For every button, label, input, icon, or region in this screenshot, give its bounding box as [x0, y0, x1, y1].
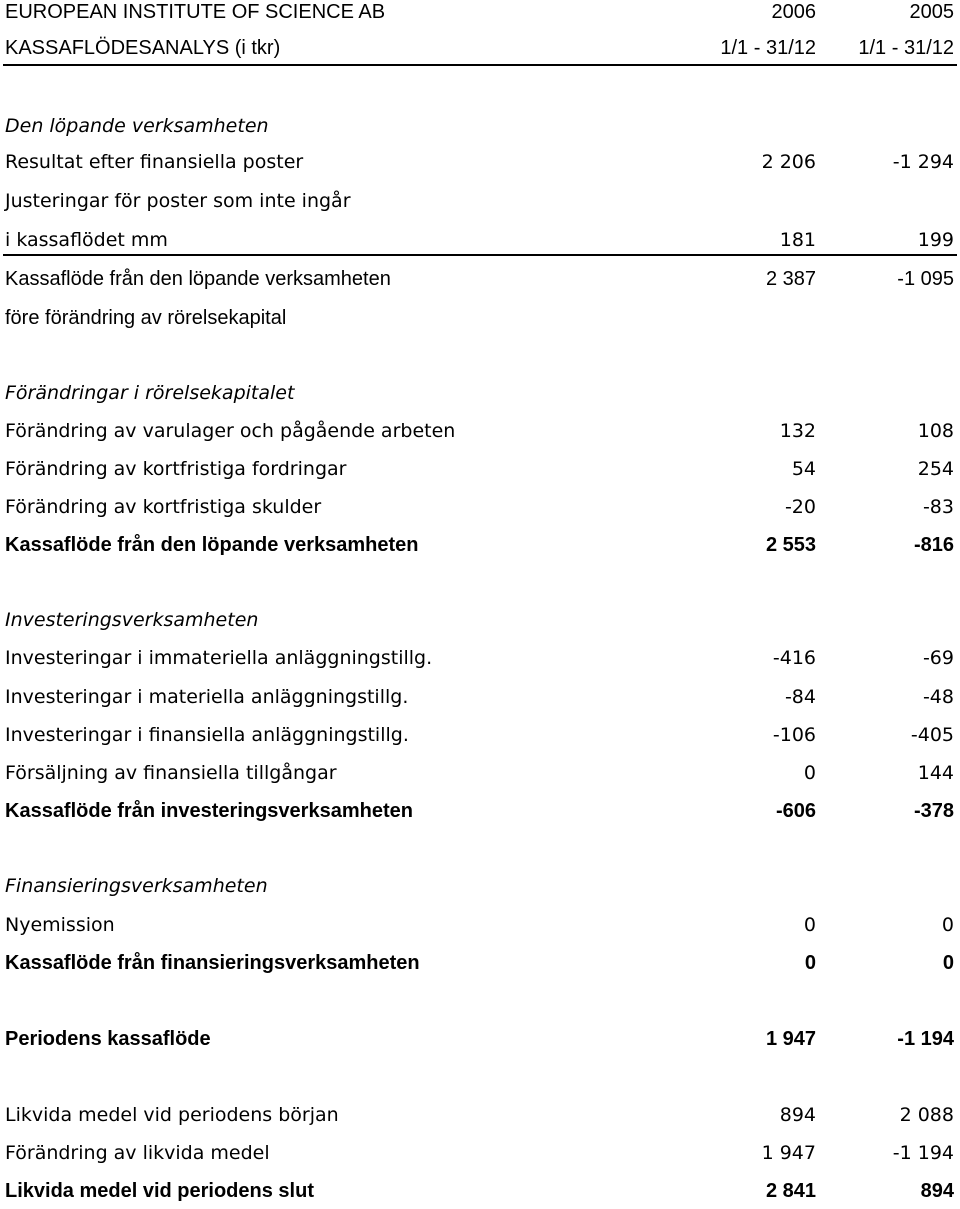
- row-label: Förändring av kortfristiga fordringar: [5, 458, 347, 480]
- value-2005: 199: [917, 229, 954, 251]
- value-2006: 1 947: [765, 1028, 816, 1050]
- value-2005: -1 294: [892, 151, 954, 173]
- row-cash-change: [0, 1135, 960, 1171]
- value-2005: -69: [922, 647, 954, 669]
- section-heading-working-capital: [0, 375, 960, 411]
- value-2006: 181: [779, 229, 816, 251]
- section-heading-label: Investeringsverksamheten: [5, 609, 259, 631]
- row-label: Investeringar i materiella anläggningstillg.: [5, 686, 409, 708]
- row-label: Kassaflöde från den löpande verksamheten: [5, 534, 419, 556]
- row-cash-opening: [0, 1097, 960, 1133]
- row-sale-financial-assets: [0, 755, 960, 791]
- value-2006: 1 947: [761, 1142, 816, 1164]
- row-label: Likvida medel vid periodens slut: [5, 1180, 314, 1202]
- value-2005: -83: [922, 496, 954, 518]
- row-label: Försäljning av finansiella tillgångar: [5, 762, 337, 784]
- section-heading-financing: [0, 868, 960, 904]
- row-label: Nyemission: [5, 914, 115, 936]
- value-2005: 2 088: [899, 1104, 954, 1126]
- value-2005: -1 095: [897, 268, 954, 290]
- value-2006: 0: [804, 952, 816, 974]
- value-2005: 0: [942, 952, 954, 974]
- value-2005: -48: [922, 686, 954, 708]
- row-label: Likvida medel vid periodens början: [5, 1104, 339, 1126]
- row-period-cash-flow: [0, 1021, 960, 1057]
- statement-title: KASSAFLÖDESANALYS (i tkr): [5, 37, 281, 59]
- row-label: Investeringar i finansiella anläggningstillg.: [5, 724, 409, 746]
- row-label: Förändring av varulager och pågående arbeten: [5, 420, 456, 442]
- row-operating-subtotal-line1: [0, 261, 960, 297]
- period-current: 1/1 - 31/12: [720, 37, 816, 59]
- value-2006: 54: [791, 458, 816, 480]
- row-label: Förändring av likvida medel: [5, 1142, 270, 1164]
- value-2005: -405: [910, 724, 954, 746]
- row-receivables-change: [0, 451, 960, 487]
- value-2006: -416: [772, 647, 816, 669]
- period-previous: 1/1 - 31/12: [858, 37, 954, 59]
- value-2005: 254: [917, 458, 954, 480]
- row-financing-total: [0, 945, 960, 981]
- subtotal-rule: [3, 254, 957, 256]
- section-heading-operating: [0, 108, 960, 144]
- row-label: i kassaflödet mm: [5, 229, 168, 251]
- row-label: Kassaflöde från den löpande verksamheten: [5, 268, 391, 290]
- row-new-share-issue: [0, 907, 960, 943]
- row-intangible-investments: [0, 640, 960, 676]
- value-2005: -816: [913, 534, 954, 556]
- header-rule: [3, 64, 957, 66]
- row-adjustments-line2: [0, 222, 960, 258]
- value-2005: 0: [941, 914, 954, 936]
- row-financial-investments: [0, 717, 960, 753]
- row-result: [0, 144, 960, 180]
- row-label: Investeringar i immateriella anläggningstillg.: [5, 647, 433, 669]
- value-2006: 2 206: [761, 151, 816, 173]
- row-operating-subtotal-line2: [0, 300, 960, 336]
- header-title-row: [0, 30, 960, 66]
- value-2005: 108: [917, 420, 954, 442]
- value-2006: -606: [775, 800, 816, 822]
- section-heading-label: Den löpande verksamheten: [5, 115, 269, 137]
- value-2006: -84: [784, 686, 816, 708]
- value-2006: 894: [779, 1104, 816, 1126]
- row-liabilities-change: [0, 489, 960, 525]
- year-current: 2006: [771, 1, 816, 23]
- value-2006: 2 553: [765, 534, 816, 556]
- value-2006: 2 387: [765, 268, 816, 290]
- row-label: Justeringar för poster som inte ingår: [5, 190, 351, 212]
- row-operating-total: [0, 527, 960, 563]
- section-heading-investing: [0, 602, 960, 638]
- value-2006: 0: [803, 762, 816, 784]
- value-2005: -1 194: [897, 1028, 954, 1050]
- header-company-row: [0, 0, 960, 30]
- value-2005: -1 194: [892, 1142, 954, 1164]
- value-2005: -378: [913, 800, 954, 822]
- row-tangible-investments: [0, 679, 960, 715]
- row-adjustments-line1: [0, 183, 960, 219]
- value-2006: 132: [779, 420, 816, 442]
- year-previous: 2005: [909, 1, 954, 23]
- value-2006: -20: [784, 496, 816, 518]
- section-heading-label: Förändringar i rörelsekapitalet: [5, 382, 295, 404]
- row-inventory-change: [0, 413, 960, 449]
- section-heading-label: Finansieringsverksamheten: [5, 875, 268, 897]
- company-name: EUROPEAN INSTITUTE OF SCIENCE AB: [5, 1, 386, 23]
- row-cash-closing: [0, 1173, 960, 1209]
- value-2005: 894: [920, 1180, 954, 1202]
- row-label: Kassaflöde från investeringsverksamheten: [5, 800, 413, 822]
- value-2006: -106: [772, 724, 816, 746]
- row-label: Resultat efter finansiella poster: [5, 151, 304, 173]
- row-label: Periodens kassaflöde: [5, 1028, 211, 1050]
- row-investing-total: [0, 793, 960, 829]
- value-2006: 2 841: [765, 1180, 816, 1202]
- value-2006: 0: [803, 914, 816, 936]
- value-2005: 144: [917, 762, 954, 784]
- row-label: Kassaflöde från finansieringsverksamheten: [5, 952, 420, 974]
- row-label: Förändring av kortfristiga skulder: [5, 496, 322, 518]
- row-label: före förändring av rörelsekapital: [5, 307, 287, 329]
